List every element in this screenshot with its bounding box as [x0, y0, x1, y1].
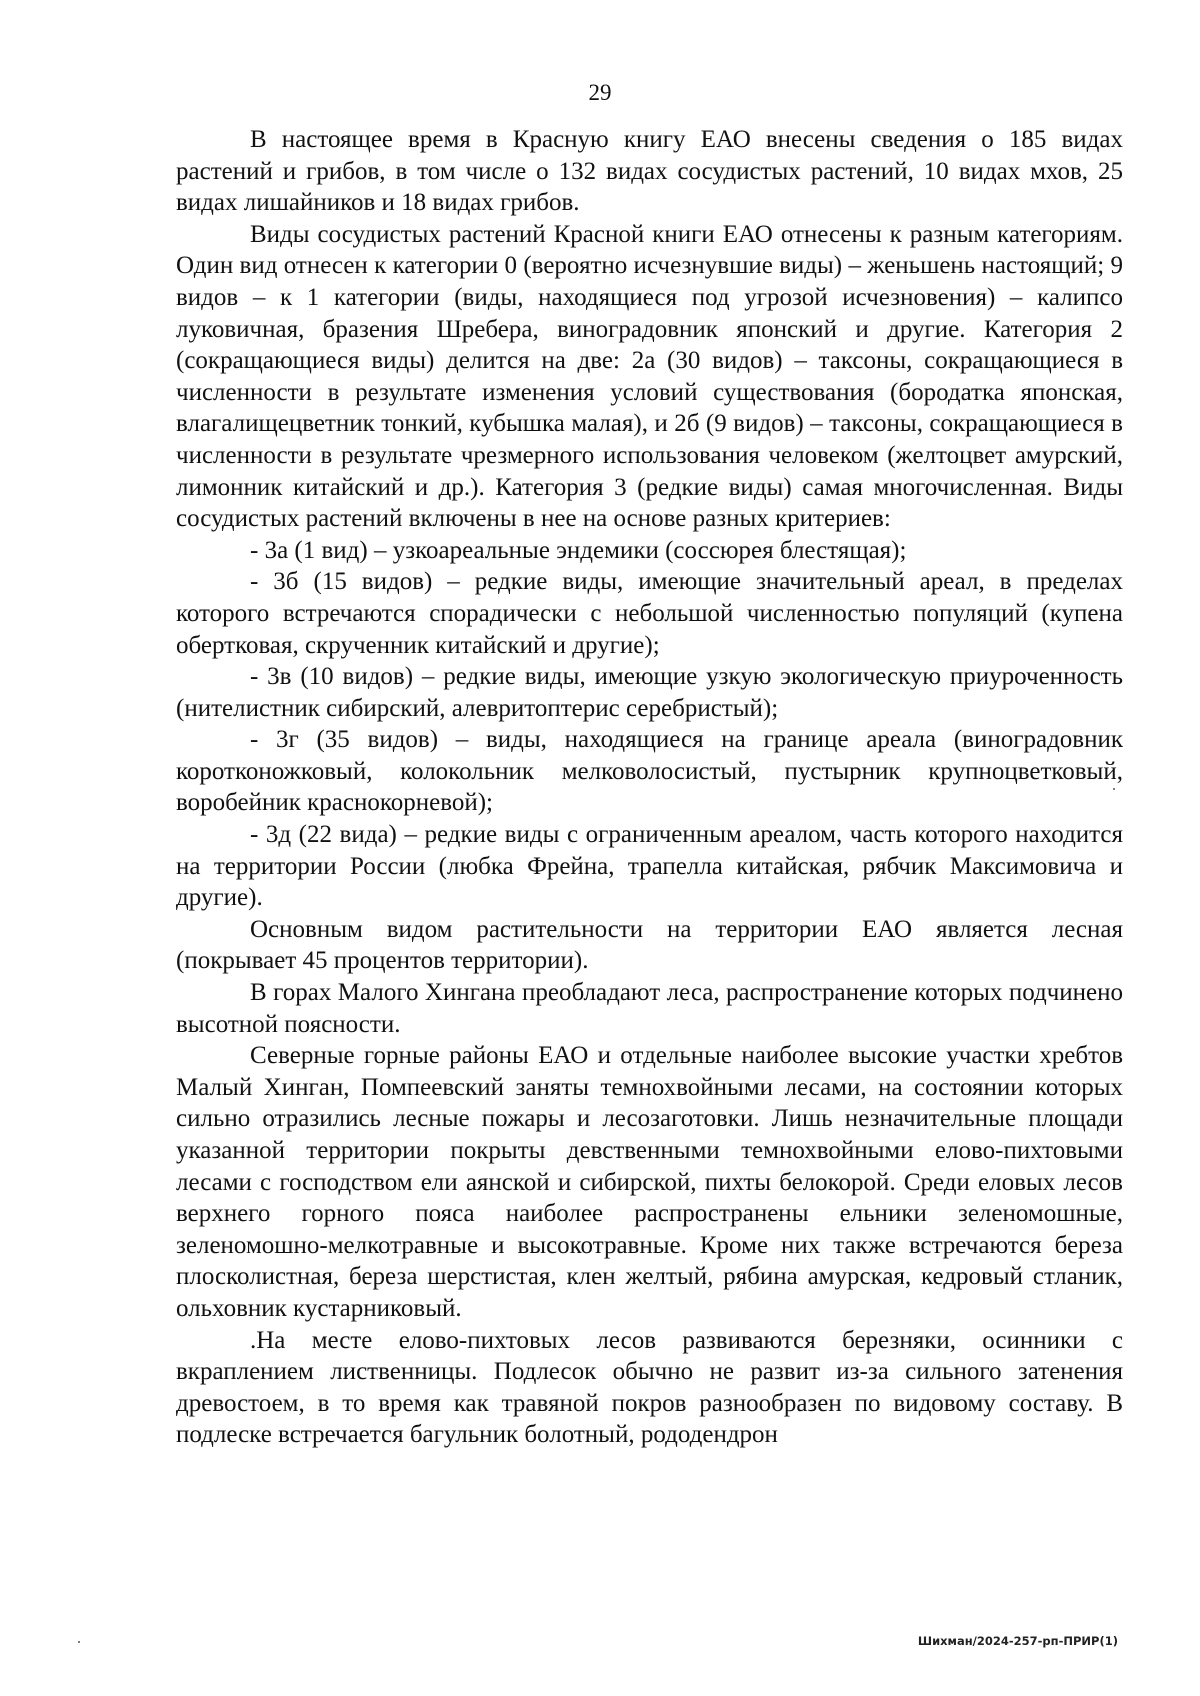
list-item-category-3a: - 3а (1 вид) – узкоареальные эндемики (соссюрея блестящая); [250, 536, 907, 564]
list-item-category-3v: - 3в (10 видов) – редкие виды, имеющие узкую экологическую приуроченность (нителистник сибирский, алевритоптерис серебристый); [176, 663, 1123, 722]
paragraph-red-book-summary: В настоящее время в Красную книгу ЕАО внесены сведения о 185 видах растений и грибов, в том числе о 132 видах сосудистых растений, 10 видах мхов, 25 видах лишайников и 18 видах грибов. [176, 126, 1123, 217]
list-item-category-3g: - 3г (35 видов) – виды, находящиеся на границе ареала (виноградовник коротконожковый, колокольник мелковолосистый, пустырник крупноцветковый, воробейник краснокорневой); [176, 726, 1123, 817]
page-number: 29 [588, 80, 612, 105]
paragraph-birch-aspen: .На месте елово-пихтовых лесов развиваются березняки, осинники с вкраплением лиственницы. Подлесок обычно не развит из-за сильного затенения древостоем, в то время как травяной покров разнообразен по видовому составу. В подлеске встречается багульник болотный, рододендрон [176, 1326, 1123, 1449]
document-body [176, 124, 1123, 1451]
paragraph-forest-vegetation: Основным видом растительности на территории ЕАО является лесная (покрывает 45 процентов территории). [176, 915, 1123, 975]
scan-speck [78, 1641, 80, 1643]
paragraph-khingan-mountains: В горах Малого Хингана преобладают леса, распространение которых подчинено высотной поясности. [176, 979, 1123, 1038]
list-item-category-3b: - 3б (15 видов) – редкие виды, имеющие значительный ареал, в пределах которого встречаются спорадически с небольшой численностью популяций (купена обертковая, скрученник китайский и другие); [176, 568, 1123, 659]
paragraph-northern-regions: Северные горные районы ЕАО и отдельные наиболее высокие участки хребтов Малый Хинган, Помпеевский заняты темнохвойными лесами, на состоянии которых сильно отразились лесные пожары и лесозаготовки. Лишь незначительные площади указанной территории покрыты девственными темнохвойными елово-пихтовыми лесами с господством ели аянской и сибирской, пихты белокорой. Среди еловых лесов верхнего горного пояса наиболее распространены ельники зеленомошные, зеленомошно-мелкотравные и высокотравные. Кроме них также встречаются береза плосколистная, береза шерстистая, клен желтый, рябина амурская, кедровый стланик, ольховник кустарниковый. [176, 1042, 1123, 1322]
scan-speck [1113, 788, 1115, 790]
paragraph-categories: Виды сосудистых растений Красной книги ЕАО отнесены к разным категориям. Один вид отнесен к категории 0 (вероятно исчезнувшие виды) – женьшень настоящий; 9 видов – к 1 категории (виды, находящиеся под угрозой исчезновения) – калипсо луковичная, бразения Шребера, виноградовник японский и другие. Категория 2 (сокращающиеся виды) делится на две: 2а (30 видов) – таксоны, сокращающиеся в численности в результате изменения условий существования (бородатка японская, влагалищецветник тонкий, кубышка малая), и 2б (9 видов) – таксоны, сокращающиеся в численности в результате чрезмерного использования человеком (желтоцвет амурский, лимонник китайский и др.). Категория 3 (редкие виды) самая многочисленная. Виды сосудистых растений включены в нее на основе разных критериев: [176, 220, 1123, 533]
list-item-category-3d: - 3д (22 вида) – редкие виды с ограниченным ареалом, часть которого находится на территории России (любка Фрейна, трапелла китайская, рябчик Максимовича и другие). [176, 821, 1123, 912]
document-code: Шихман/2024-257-рп-ПРИР(1) [917, 1634, 1118, 1648]
